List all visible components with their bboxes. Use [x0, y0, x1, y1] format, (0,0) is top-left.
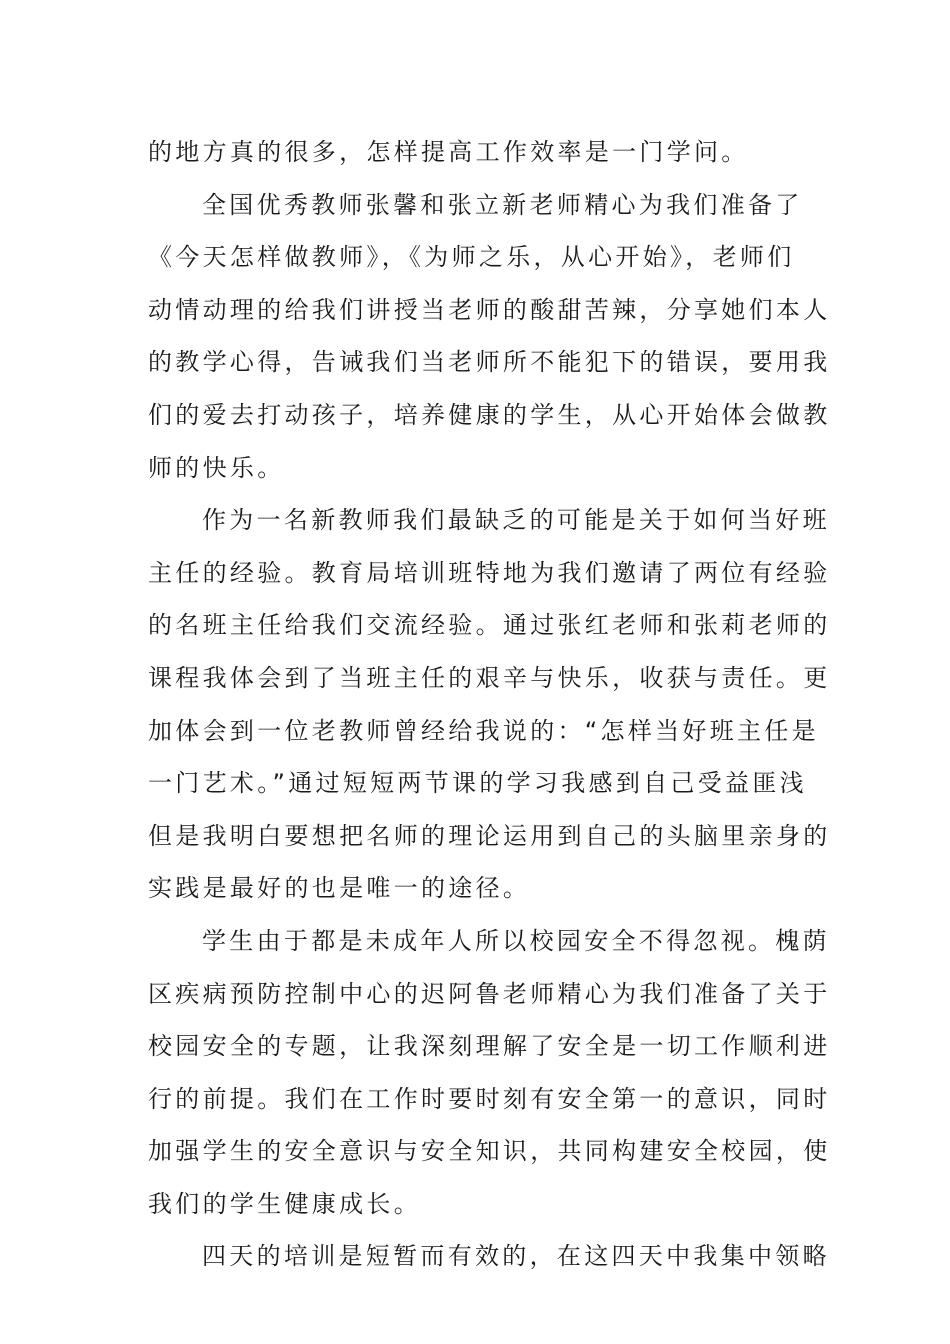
text-line: 一门艺术。”通过短短两节课的学习我感到自己受益匪浅 [148, 769, 807, 798]
text-line: 加强学生的安全意识与安全知识，共同构建安全校园，使 [148, 1137, 831, 1166]
text-line: 师的快乐。 [148, 453, 285, 482]
text-line: 行的前提。我们在工作时要时刻有安全第一的意识，同时 [148, 1084, 831, 1113]
text-line: 但是我明白要想把名师的理论运用到自己的头脑里亲身的 [148, 821, 831, 850]
text-line: 课程我体会到了当班主任的艰辛与快乐，收获与责任。更 [148, 663, 831, 692]
text-line: 校园安全的专题，让我深刻理解了安全是一切工作顺利进 [148, 1032, 831, 1061]
text-line: 主任的经验。教育局培训班特地为我们邀请了两位有经验 [148, 558, 831, 587]
text-line: 加体会到一位老教师曾经给我说的：“怎样当好班主任是 [148, 716, 819, 745]
text-line: 动情动理的给我们讲授当老师的酸甜苦辣，分享她们本人 [148, 295, 831, 324]
text-line: 的地方真的很多，怎样提高工作效率是一门学问。 [148, 138, 749, 166]
paragraph-start-line: 四天的培训是短暂而有效的，在这四天中我集中领略 [202, 1242, 830, 1271]
text-line: 实践是最好的也是唯一的途径。 [148, 874, 531, 903]
text-line: 区疾病预防控制中心的迟阿鲁老师精心为我们准备了关于 [148, 979, 831, 1008]
text-line: 我们的学生健康成长。 [148, 1189, 421, 1218]
text-line: 《今天怎样做教师》，《为师之乐，从心开始》，老师们 [148, 243, 795, 272]
paragraph-start-line: 作为一名新教师我们最缺乏的可能是关于如何当好班 [202, 506, 830, 535]
paragraph-start-line: 学生由于都是未成年人所以校园安全不得忽视。槐荫 [202, 926, 830, 955]
text-line: 的教学心得，告诫我们当老师所不能犯下的错误，要用我 [148, 348, 831, 377]
document-body [148, 126, 831, 1283]
text-line: 们的爱去打动孩子，培养健康的学生，从心开始体会做教 [148, 400, 831, 429]
paragraph-start-line: 全国优秀教师张馨和张立新老师精心为我们准备了 [202, 190, 803, 219]
text-line: 的名班主任给我们交流经验。通过张红老师和张莉老师的 [148, 611, 831, 640]
